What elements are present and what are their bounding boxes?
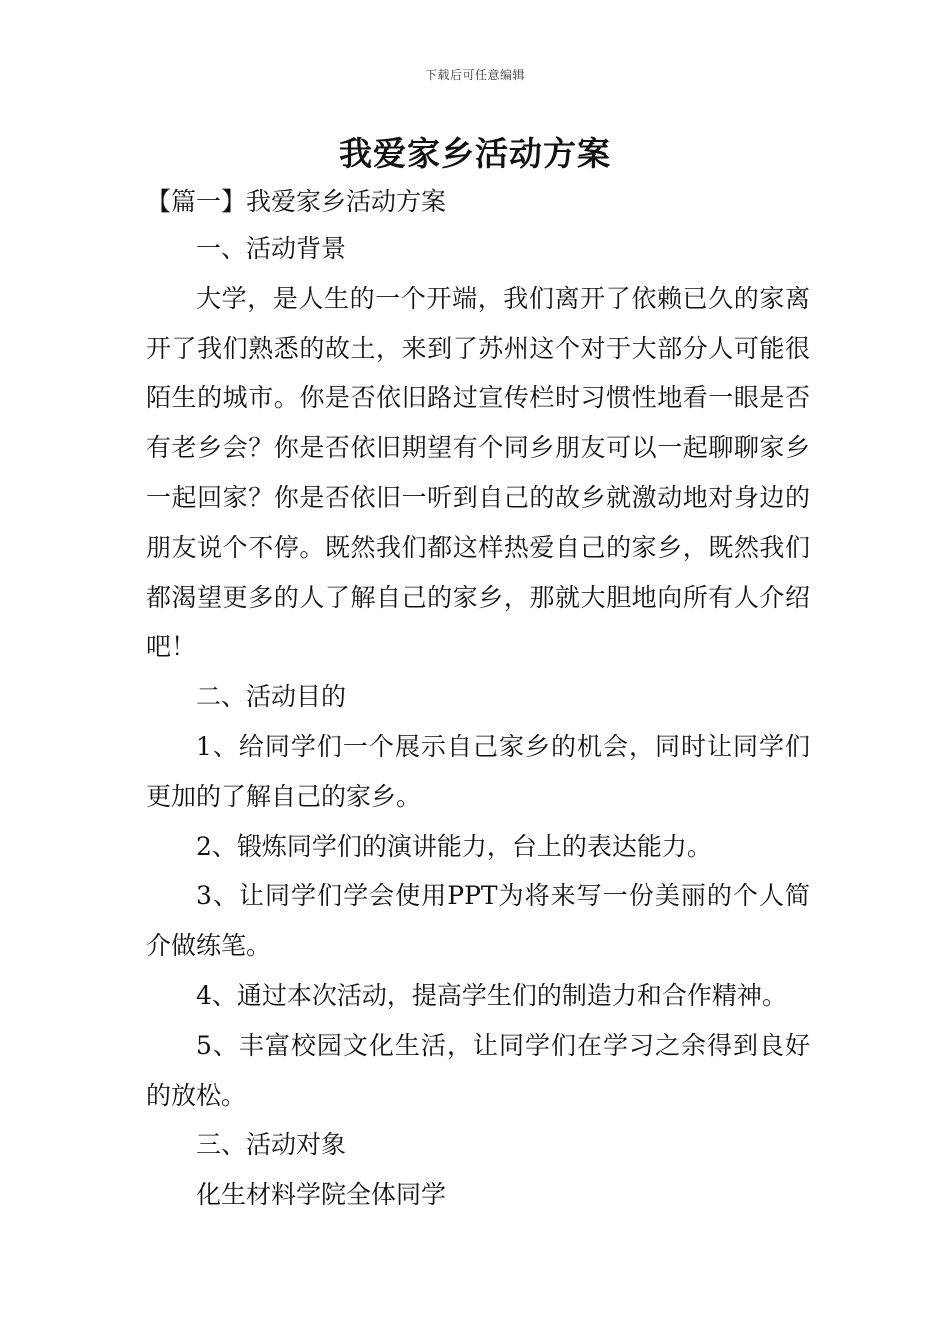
document-body [146, 224, 810, 1220]
purpose-item-1: 1、给同学们一个展示自己家乡的机会，同时让同学们更加的了解自己的家乡。 [146, 731, 810, 811]
paragraph-background: 大学，是人生的一个开端，我们离开了依赖已久的家离开了我们熟悉的故土，来到了苏州这个对于大部分人可能很陌生的城市。你是否依旧路过宣传栏时习惯性地看一眼是否有老乡会？你是否依旧期望有个同乡朋友可以一起聊聊家乡一起回家？你是否依旧一听到自己的故乡就激动地对身边的朋友说个不停。既然我们都这样热爱自己的家乡，既然我们都渴望更多的人了解自己的家乡，那就大胆地向所有人介绍吧！ [146, 283, 810, 662]
heading-audience: 三、活动对象 [196, 1130, 347, 1160]
purpose-item-2: 2、锻炼同学们的演讲能力，台上的表达能力。 [196, 831, 712, 861]
paragraph-audience: 化生材料学院全体同学 [196, 1180, 447, 1210]
purpose-item-3: 3、让同学们学会使用PPT为将来写一份美丽的个人简介做练笔。 [146, 881, 810, 961]
document-title: 我爱家乡活动方案 [339, 134, 611, 173]
purpose-item-4: 4、通过本次活动，提高学生们的制造力和合作精神。 [196, 980, 787, 1010]
section-heading: 【篇一】我爱家乡活动方案 [146, 187, 447, 216]
heading-background: 一、活动背景 [196, 234, 347, 263]
purpose-item-5: 5、丰富校园文化生活，让同学们在学习之余得到良好的放松。 [146, 1030, 810, 1110]
header-note: 下载后可任意编辑 [424, 68, 525, 82]
heading-purpose: 二、活动目的 [196, 682, 347, 712]
